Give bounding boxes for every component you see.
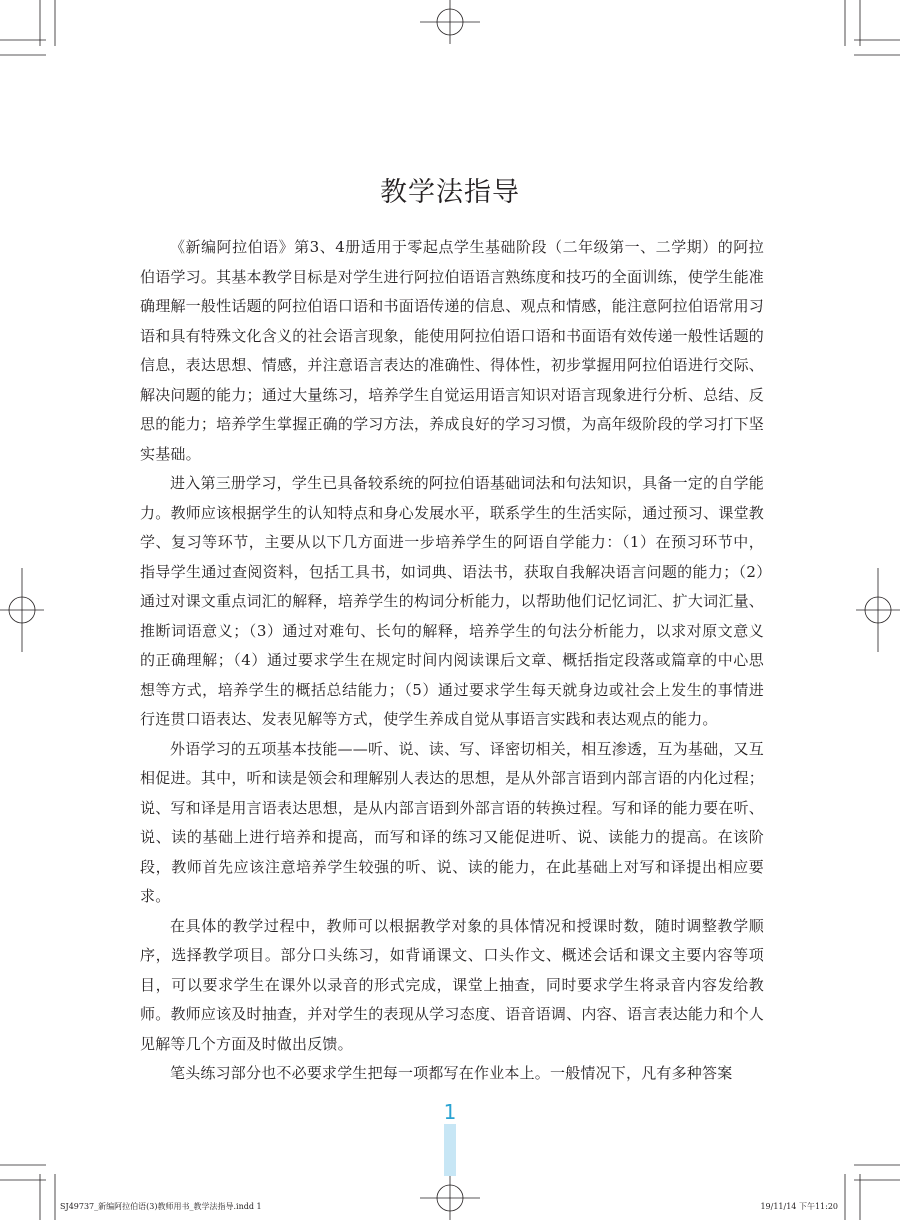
registration-mark-top — [420, 0, 480, 44]
paragraph: 笔头练习部分也不必要求学生把每一项都写在作业本上。一般情况下，凡有多种答案 — [170, 1064, 733, 1082]
paragraph: 外语学习的五项基本技能——听、说、读、写、译密切相关，相互渗透，互为基础，又互相促进。其中，听和读是领会和理解别人表达的思想，是从外部言语到内部言语的内化过程；说、写和译是用言语表达思想，是从内部言语到外部言语的转换过程。写和译的能力要在听、说、读的基础上进行培养和提高，而写和译的练习又能促进听、说、读能力的提高。在该阶段，教师首先应该注意培养学生较强的听、说、读的能力，在此基础上对写和译提出相应要求。 — [140, 739, 764, 905]
page-title: 教学法指导 — [380, 177, 520, 208]
slug-timestamp: 19/11/14 下午11:20 — [760, 1202, 838, 1211]
slug-file-name: SJ49737_新编阿拉伯语(3)教师用书_教学法指导.indd 1 — [60, 1202, 262, 1211]
body-text — [140, 233, 764, 1089]
page-number-tab — [444, 1124, 456, 1176]
crop-mark-bottom-right — [845, 1165, 900, 1220]
paragraph: 《新编阿拉伯语》第3、4册适用于零起点学生基础阶段（二年级第一、二学期）的阿拉伯语学习。其基本教学目标是对学生进行阿拉伯语语言熟练度和技巧的全面训练，使学生能准确理解一般性话题的阿拉伯语口语和书面语传递的信息、观点和情感，能注意阿拉伯语常用习语和具有特殊文化含义的社会语言现象，能使用阿拉伯语口语和书面语有效传递一般性话题的信息，表达思想、情感，并注意语言表达的准确性、得体性，初步掌握用阿拉伯语进行交际、解决问题的能力；通过大量练习，培养学生自觉运用语言知识对语言现象进行分析、总结、反思的能力；培养学生掌握正确的学习方法，养成良好的学习习惯，为高年级阶段的学习打下坚实基础。 — [140, 238, 764, 463]
paragraph: 在具体的教学过程中，教师可以根据教学对象的具体情况和授课时数，随时调整教学顺序，选择教学项目。部分口头练习，如背诵课文、口头作文、概述会话和课文主要内容等项目，可以要求学生在课外以录音的形式完成，课堂上抽查，同时要求学生将录音内容发给教师。教师应该及时抽查，并对学生的表现从学习态度、语音语调、内容、语言表达能力和个人见解等几个方面及时做出反馈。 — [140, 916, 764, 1053]
registration-mark-left — [0, 568, 44, 652]
crop-mark-top-right — [845, 0, 900, 55]
crop-mark-top-left — [0, 0, 55, 55]
paragraph: 进入第三册学习，学生已具备较系统的阿拉伯语基础词法和句法知识，具备一定的自学能力。教师应该根据学生的认知特点和身心发展水平，联系学生的生活实际，通过预习、课堂教学、复习等环节，主要从以下几方面进一步培养学生的阿语自学能力：（1）在预习环节中，指导学生通过查阅资料，包括工具书，如词典、语法书，获取自我解决语言问题的能力；（2）通过对课文重点词汇的解释，培养学生的构词分析能力，以帮助他们记忆词汇、扩大词汇量、推断词语意义；（3）通过对难句、长句的解释，培养学生的句法分析能力，以求对原文意义的正确理解；（4）通过要求学生在规定时间内阅读课后文章、概括指定段落或篇章的中心思想等方式，培养学生的概括总结能力；（5）通过要求学生每天就身边或社会上发生的事情进行连贯口语表达、发表见解等方式，使学生养成自觉从事语言实践和表达观点的能力。 — [140, 474, 764, 728]
crop-mark-bottom-left — [0, 1165, 55, 1220]
page-number: 1 — [443, 1100, 457, 1124]
registration-mark-right — [856, 568, 900, 652]
registration-mark-bottom — [420, 1176, 480, 1220]
